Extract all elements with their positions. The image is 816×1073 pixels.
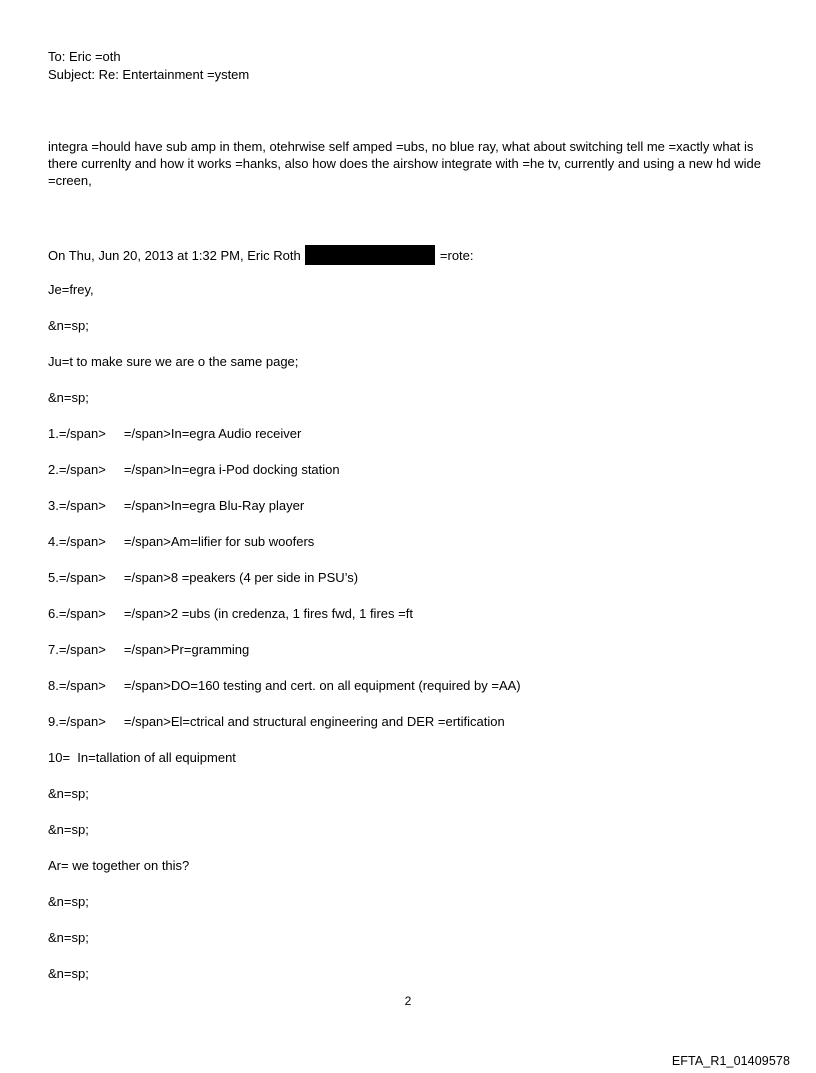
list-item: 7.=/span> =/span>Pr=gramming [48, 642, 250, 657]
quoted-line: &n=sp; [48, 822, 89, 837]
list-item: 2.=/span> =/span>In=egra i-Pod docking station [48, 462, 340, 477]
list-item: 5.=/span> =/span>8 =peakers (4 per side in PSU’s) [48, 570, 359, 585]
quoted-line: &n=sp; [48, 930, 89, 945]
quoted-line: Ar= we together on this? [48, 858, 190, 873]
redaction-box [305, 245, 435, 265]
list-item: 10= In=tallation of all equipment [48, 750, 236, 765]
quoted-line: &n=sp; [48, 318, 89, 333]
email-to-line: To: Eric =oth [48, 49, 121, 64]
list-item: 8.=/span> =/span>DO=160 testing and cert. on all equipment (required by =AA) [48, 678, 521, 693]
quoted-line: Je=frey, [48, 282, 94, 297]
bates-number: EFTA_R1_01409578 [671, 1054, 790, 1068]
quote-header-prefix: On Thu, Jun 20, 2013 at 1:32 PM, Eric Roth [48, 248, 305, 263]
quoted-line: &n=sp; [48, 786, 89, 801]
quoted-line: &n=sp; [48, 894, 89, 909]
reply-body: integra =hould have sub amp in them, otehrwise self amped =ubs, no blue ray, what about switching tell me =xactly what is there currenlty and how it works =hanks, also how does the airshow integrate with =he tv, currently and using a new hd wide =creen, [48, 139, 761, 188]
list-item: 4.=/span> =/span>Am=lifier for sub woofers [48, 534, 315, 549]
quoted-line: Ju=t to make sure we are o the same page; [48, 354, 299, 369]
list-item: 1.=/span> =/span>In=egra Audio receiver [48, 426, 302, 441]
list-item: 3.=/span> =/span>In=egra Blu-Ray player [48, 498, 305, 513]
list-item: 9.=/span> =/span>El=ctrical and structural engineering and DER =ertification [48, 714, 505, 729]
list-item: 6.=/span> =/span>2 =ubs (in credenza, 1 fires fwd, 1 fires =ft [48, 606, 413, 621]
quote-header-suffix: =rote: [436, 248, 474, 263]
email-subject-line: Subject: Re: Entertainment =ystem [48, 67, 250, 82]
quoted-line: &n=sp; [48, 390, 89, 405]
quoted-line: &n=sp; [48, 966, 89, 981]
page-number: 2 [404, 994, 412, 1008]
quote-header [48, 245, 474, 265]
